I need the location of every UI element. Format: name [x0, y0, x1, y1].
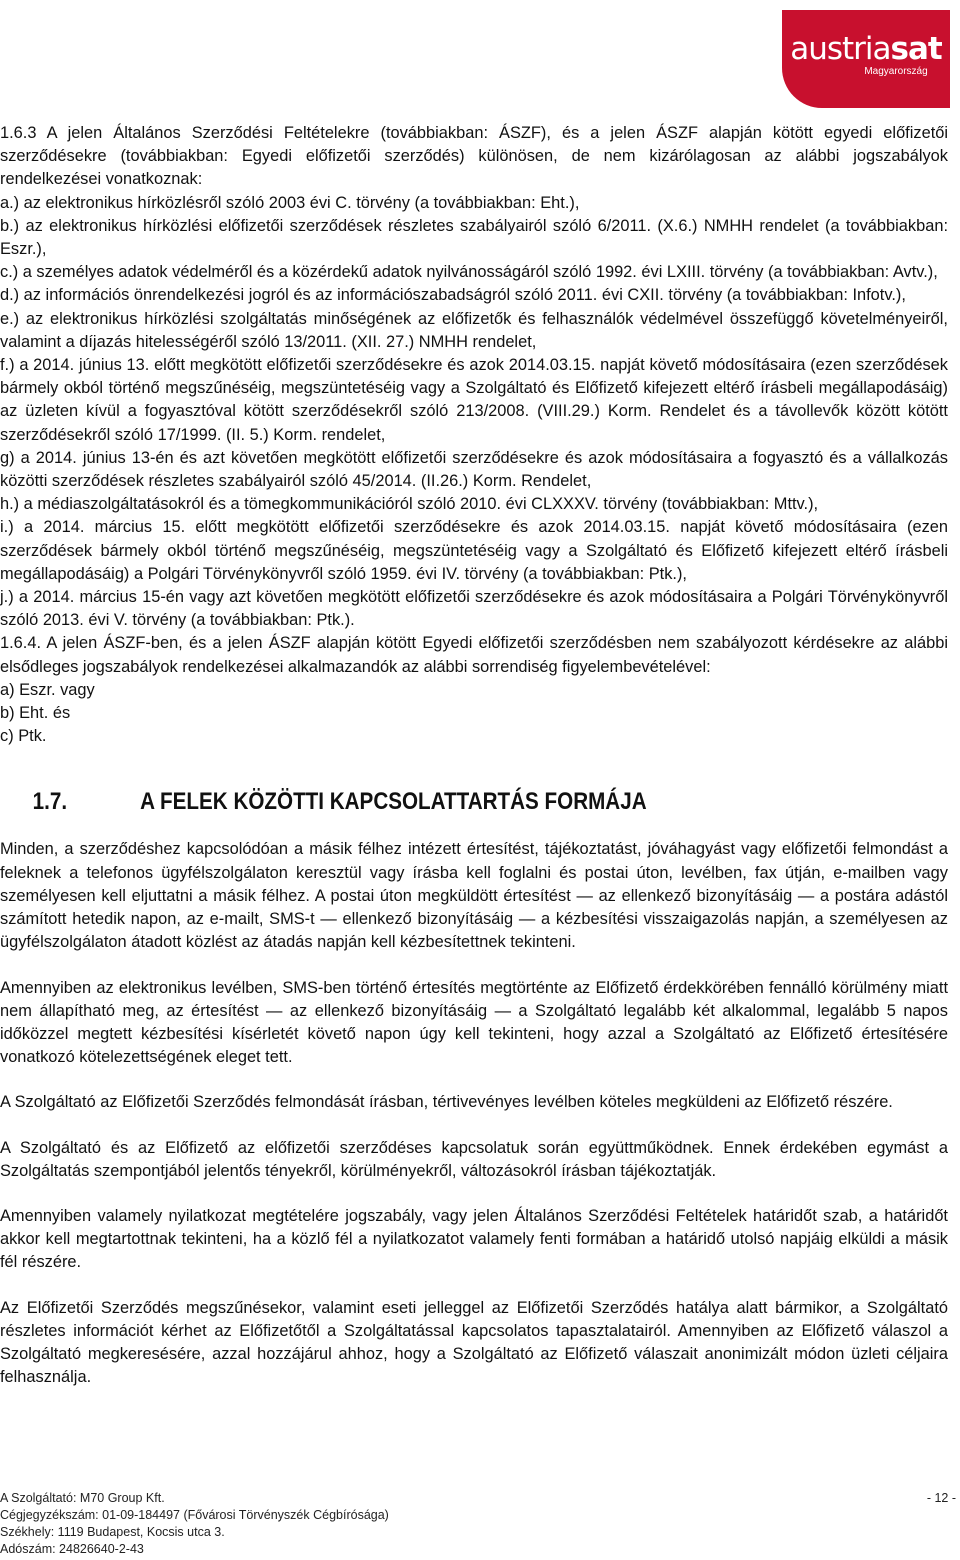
list-item: j.) a 2014. március 15-én vagy azt követően megkötött előfizetői szerződésekre és azok módosításaira a Polgári Törvénykönyvről szóló 2013. évi V. törvény (a továbbiakban: Ptk.).	[0, 588, 948, 630]
section-title: A FELEK KÖZÖTTI KAPCSOLATTARTÁS FORMÁJA	[140, 788, 647, 816]
paragraph: A Szolgáltató és az Előfizető az előfizetői szerződéses kapcsolatuk során együttműködnek. Ennek érdekében egymást a Szolgáltatás szempontjából jelentős tényekről, körülményekről, változásokról írásban tájékoztatják.	[0, 1138, 948, 1180]
list-item: h.) a médiaszolgáltatásokról és a tömegkommunikációról szóló 2010. évi CLXXXV. törvény (továbbiakban: Mttv.),	[0, 495, 819, 514]
paragraph: Amennyiben valamely nyilatkozat megtételére jogszabály, vagy jelen Általános Szerződési Feltételek határidőt szab, a határidőt akkor kell megtartottnak tekinteni, ha a közlő fél a nyilatkozatot valamely fenti formában a határidő utolsó napjáig elküldi a másik fél részére.	[0, 1206, 948, 1272]
list-item: f.) a 2014. június 13. előtt megkötött előfizetői szerződésekre és azok 2014.03.15. napját követő módosításaira (ezen szerződések bármely okból történő megszűnéséig, megszüntetéséig vagy a Szolgáltató és Előfizető kifejezett eltérő írásbeli megállapodásáig) az üzleten kívül a fogyasztóval kötött szerződésekről szóló 213/2008. (VIII.29.) Korm. Rendelet és a távollevők között kötött szerződésekről szóló 17/1999. (II. 5.) Korm. rendelet,	[0, 356, 948, 444]
footer-registration: Cégjegyzékszám: 01-09-184497 (Fővárosi Törvényszék Cégbírósága)	[0, 1508, 389, 1522]
list-item: a.) az elektronikus hírközlésről szóló 2003 évi C. törvény (a továbbiakban: Eht.),	[0, 193, 580, 212]
footer-company: A Szolgáltató: M70 Group Kft.	[0, 1491, 165, 1505]
list-item: g) a 2014. június 13-én és azt követően megkötött előfizetői szerződésekre és azok módosításaira a fogyasztó és a vállalkozás közötti szerződések részletes szabályairól szóló 45/2014. (II.26.) Korm. Rendelet,	[0, 448, 948, 491]
list-item: 1.6.4. A jelen ÁSZF-ben, és a jelen ÁSZF alapján kötött Egyedi előfizetői szerződésben nem szabályozott kérdésekre az alábbi elsődleges jogszabályok rendelkezései alkalmazandók az alábbi sorrendiség figyelembevételével:	[0, 634, 948, 676]
list-item: 1.6.3 A jelen Általános Szerződési Feltételekre (továbbiakban: ÁSZF), és a jelen ÁSZF alapján kötött egyedi előfizetői szerződésekre (továbbiakban: Egyedi előfizetői szerződés) különösen, de nem kizárólagosan az alábbi jogszabályok rendelkezései vonatkoznak:	[0, 124, 948, 189]
list-item: c.) a személyes adatok védelméről és a közérdekű adatok nyilvánosságáról szóló 1992. évi LXIII. törvény (a továbbiakban: Avtv.),	[0, 263, 938, 282]
list-item: c) Ptk.	[0, 727, 47, 746]
paragraph: Minden, a szerződéshez kapcsolódóan a másik félhez intézett értesítést, tájékoztatást, jóváhagyást vagy előfizetői felmondást a feleknek a telefonos ügyfélszolgálaton keresztül vagy írásba kell foglalni és postai úton, levélben, fax útján, e-mailben vagy személyesen kell eljuttatni a másik félhez. A postai úton megküldött értesítést — az ellenkező bizonyításáig — a postára adástól számított hetedik napon, az e-mailt, SMS-t — ellenkező bizonyításáig — a kézbesítési visszaigazolás napján, a személyesen az ügyfélszolgálaton átadott közlést az átadás napján kell kézbesítettnek tekinteni.	[0, 840, 948, 952]
page-footer	[0, 1490, 960, 1558]
paragraph: A Szolgáltató az Előfizetői Szerződés felmondását írásban, tértivevényes levélben köteles megküldeni az Előfizető részére.	[0, 1093, 893, 1112]
page-number: - 12 -	[926, 1491, 956, 1505]
list-item: a) Eszr. vagy	[0, 680, 95, 699]
logo-wordmark: austriasat	[790, 31, 942, 67]
section-heading	[0, 788, 815, 838]
list-item: d.) az információs önrendelkezési jogról és az információszabadságról szóló 2011. évi CXII. törvény (a továbbiakban: Infotv.),	[0, 286, 906, 305]
footer-address: Székhely: 1119 Budapest, Kocsis utca 3.	[0, 1525, 225, 1539]
list-item: i.) a 2014. március 15. előtt megkötött előfizetői szerződésekre és azok 2014.03.15. napját követő módosításaira (ezen szerződések bármely okból történő megszűnéséig, megszüntetéséig vagy a Szolgáltató és Előfizető kifejezett eltérő írásbeli megállapodásáig) a Polgári Törvénykönyvről szóló 1959. évi IV. törvény (a továbbiakban: Ptk.),	[0, 518, 948, 583]
legal-list	[0, 122, 948, 748]
list-item: b) Eht. és	[0, 704, 71, 723]
paragraph: Az Előfizetői Szerződés megszűnésekor, valamint eseti jelleggel az Előfizetői Szerződés hatálya alatt bármikor, a Szolgáltató részletes információt kérhet az Előfizetőtől a Szolgáltatással kapcsolatos tapasztalatairól. Amennyiben az Előfizető válaszol a Szolgáltató megkeresésére, azzal hozzájárul ahhoz, hogy a Szolgáltató az Előfizető válaszait anonimizált módon üzleti céljaira felhasználja.	[0, 1298, 948, 1387]
document-body	[0, 122, 948, 1411]
paragraph: Amennyiben az elektronikus levélben, SMS-ben történő értesítés megtörténte az Előfizető érdekkörében fennálló körülmény miatt nem állapítható meg, az értesítést — az ellenkező bizonyításáig — a Szolgáltató legalább két alkalommal, legalább 5 napos időközzel megtett kézbesítési kísérletét követő napon úgy kell tekinteni, hogy azzal a Szolgáltató az Előfizető értesítésére vonatkozó kötelezettségének eleget tett.	[0, 978, 948, 1067]
footer-tax-number: Adószám: 24826640-2-43	[0, 1542, 144, 1556]
logo-subtitle: Magyarország	[864, 66, 928, 77]
austriasat-logo	[782, 10, 950, 108]
list-item: b.) az elektronikus hírközlési előfizetői szerződések részletes szabályairól szóló 6/2011. (X.6.) NMHH rendelet (a továbbiakban: Eszr.),	[0, 216, 948, 259]
section-number: 1.7.	[32, 788, 68, 816]
list-item: e.) az elektronikus hírközlési szolgáltatás minőségének az előfizetők és felhasználók védelmével összefüggő követelményeiről, valamint a díjazás hitelességéről szóló 13/2011. (XII. 27.) NMHH rendelet,	[0, 309, 948, 351]
